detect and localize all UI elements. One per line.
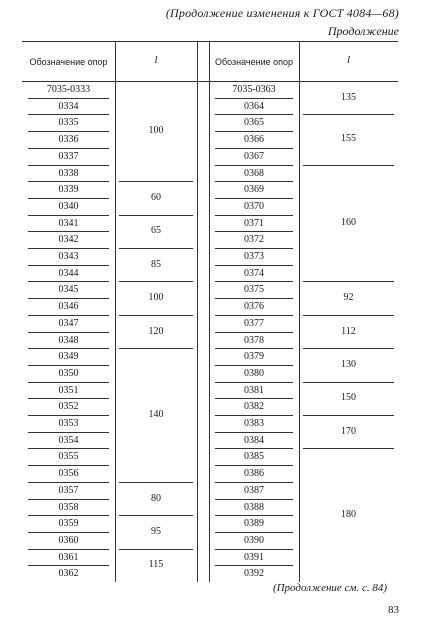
left-l-group-divider	[119, 515, 193, 516]
right-l-value: 160	[341, 216, 356, 228]
right-row-divider	[215, 432, 293, 433]
right-designation-cell: 0372	[244, 234, 264, 246]
left-l-value: 100	[148, 292, 164, 304]
right-l-group-divider	[303, 415, 394, 416]
left-designation-cell: 7035-0333	[46, 84, 91, 95]
right-row-divider	[215, 181, 293, 182]
left-row-divider	[28, 98, 109, 99]
left-row-divider	[28, 382, 109, 383]
left-row-divider	[28, 131, 109, 132]
right-row-divider	[215, 532, 293, 533]
left-designation-cell: 0343	[58, 251, 79, 262]
left-designation-cell: 0356	[58, 468, 79, 480]
right-row-divider	[215, 198, 293, 199]
right-row-divider	[215, 348, 293, 349]
left-designation-cell: 0337	[58, 150, 79, 162]
designation-table	[22, 41, 398, 582]
left-row-divider	[28, 114, 109, 115]
right-l-group-divider	[303, 348, 394, 349]
right-l-value: 155	[341, 133, 356, 145]
left-designation-cell: 0346	[58, 301, 79, 313]
page-number: 83	[388, 604, 399, 616]
table-top-border	[22, 41, 398, 42]
right-row-divider	[215, 549, 293, 550]
header-continuation-label: Продолжение	[327, 24, 399, 38]
left-row-divider	[28, 415, 109, 416]
right-designation-cell: 0378	[244, 334, 264, 346]
right-designation-cell: 0381	[244, 384, 264, 396]
left-l-group-divider	[119, 248, 193, 249]
right-designation-cell: 0389	[244, 518, 264, 530]
right-designation-cell: 0377	[244, 317, 264, 329]
right-row-divider	[215, 398, 293, 399]
left-l-header: l	[154, 54, 158, 66]
right-row-divider	[215, 482, 293, 483]
left-row-divider	[28, 231, 109, 232]
left-row-divider	[28, 215, 109, 216]
left-row-divider	[28, 198, 109, 199]
right-l-group-divider	[303, 382, 394, 383]
left-designation-cell: 0344	[58, 267, 79, 279]
left-row-divider	[28, 398, 109, 399]
left-row-divider	[28, 482, 109, 483]
left-l-value: 95	[151, 525, 161, 537]
right-designation-cell: 0367	[244, 150, 264, 162]
left-l-value: 65	[151, 225, 161, 237]
right-designation-cell: 0380	[244, 367, 264, 379]
left-designation-cell: 0355	[58, 451, 79, 463]
left-designation-cell: 0340	[58, 200, 79, 212]
right-row-divider	[215, 415, 293, 416]
right-designation-cell: 0379	[244, 351, 264, 363]
left-l-group-divider	[119, 348, 193, 349]
footer-continuation-note: (Продолжение см. с. 84)	[272, 582, 387, 594]
header-continuation-title: (Продолжение изменения к ГОСТ 4084—68)	[165, 6, 399, 20]
right-l-value: 112	[341, 325, 356, 337]
right-row-divider	[215, 332, 293, 333]
right-row-divider	[215, 465, 293, 466]
left-row-divider	[28, 499, 109, 500]
left-designation-cell: 0335	[58, 117, 79, 129]
left-designation-cell: 0361	[58, 551, 79, 563]
left-l-group-divider	[119, 281, 193, 282]
left-designation-cell: 0352	[58, 401, 79, 413]
left-designation-cell: 0354	[58, 434, 79, 446]
right-row-divider	[215, 365, 293, 366]
right-designation-cell: 0375	[244, 284, 264, 296]
left-row-divider	[28, 315, 109, 316]
right-designation-cell: 0384	[244, 434, 264, 446]
left-row-divider	[28, 265, 109, 266]
right-l-group-divider	[303, 281, 394, 282]
left-designation-header: Обозначение опор	[29, 57, 108, 67]
right-designation-cell: 0382	[244, 401, 264, 413]
right-row-divider	[215, 248, 293, 249]
right-l-header: l	[346, 54, 351, 66]
right-l-value: 150	[341, 392, 356, 404]
right-row-divider	[215, 148, 293, 149]
left-designation-cell: 0351	[58, 384, 79, 396]
right-l-group-divider	[303, 315, 394, 316]
right-designation-header: Обозначение опор	[214, 57, 294, 67]
right-designation-cell: 0374	[244, 267, 264, 279]
left-row-divider	[28, 181, 109, 182]
right-l-value: 92	[343, 292, 354, 304]
left-designation-cell: 0353	[58, 418, 79, 429]
left-designation-cell: 0347	[58, 317, 79, 329]
left-l-group-divider	[119, 181, 193, 182]
left-l-group-divider	[119, 482, 193, 483]
right-row-divider	[215, 382, 293, 383]
left-l-group-divider	[119, 215, 193, 216]
gap-divider-left	[197, 41, 198, 582]
left-row-divider	[28, 165, 109, 166]
right-row-divider	[215, 98, 293, 99]
left-row-divider	[28, 532, 109, 533]
left-row-divider	[28, 148, 109, 149]
left-l-value: 60	[151, 191, 161, 203]
right-designation-cell: 0373	[244, 251, 264, 262]
right-l-group-divider	[303, 448, 394, 449]
right-designation-cell: 0390	[244, 534, 264, 546]
left-designation-cell: 0334	[58, 100, 79, 112]
left-row-divider	[28, 298, 109, 299]
left-l-value: 140	[148, 409, 164, 420]
right-row-divider	[215, 298, 293, 299]
left-row-divider	[28, 365, 109, 366]
left-row-divider	[28, 248, 109, 249]
left-designation-cell: 0358	[58, 501, 79, 513]
right-designation-cell: 0366	[244, 134, 264, 146]
right-designation-cell: 0383	[244, 418, 264, 429]
left-designation-cell: 0345	[58, 284, 79, 296]
left-row-divider	[28, 281, 109, 282]
left-designation-cell: 0360	[58, 534, 79, 546]
left-row-divider	[28, 332, 109, 333]
left-l-value: 120	[148, 325, 164, 337]
left-designation-cell: 0359	[58, 518, 79, 530]
right-row-divider	[215, 114, 293, 115]
right-l-group-divider	[303, 114, 394, 115]
right-designation-cell: 0391	[244, 551, 264, 563]
left-l-value: 85	[151, 258, 161, 270]
right-row-divider	[215, 499, 293, 500]
left-designation-cell: 0349	[58, 351, 79, 363]
right-designation-cell: 0376	[244, 301, 264, 313]
left-col-divider	[115, 41, 116, 582]
right-row-divider	[215, 215, 293, 216]
right-l-value: 135	[341, 91, 356, 103]
left-l-value: 80	[151, 492, 161, 504]
right-designation-cell: 7035-0363	[232, 84, 276, 95]
right-row-divider	[215, 265, 293, 266]
left-designation-cell: 0341	[58, 217, 79, 229]
right-row-divider	[215, 448, 293, 449]
right-l-group-divider	[303, 165, 394, 166]
left-designation-cell: 0362	[58, 568, 79, 580]
right-designation-cell: 0385	[244, 451, 264, 463]
right-designation-cell: 0388	[244, 501, 264, 513]
left-designation-cell: 0339	[58, 184, 79, 196]
right-row-divider	[215, 231, 293, 232]
right-row-divider	[215, 131, 293, 132]
left-designation-cell: 0342	[58, 234, 79, 246]
right-l-value: 170	[341, 425, 356, 437]
left-designation-cell: 0357	[58, 484, 79, 496]
left-row-divider	[28, 465, 109, 466]
right-row-divider	[215, 315, 293, 316]
left-l-group-divider	[119, 549, 193, 550]
right-designation-cell: 0370	[244, 200, 264, 212]
right-row-divider	[215, 565, 293, 566]
right-designation-cell: 0371	[244, 217, 264, 229]
right-designation-cell: 0386	[244, 468, 264, 480]
left-row-divider	[28, 448, 109, 449]
right-l-value: 180	[341, 509, 356, 521]
right-col-divider	[299, 41, 300, 582]
left-row-divider	[28, 549, 109, 550]
right-l-value: 130	[341, 358, 356, 370]
right-designation-cell: 0368	[244, 167, 264, 179]
left-designation-cell: 0348	[58, 334, 79, 346]
left-row-divider	[28, 515, 109, 516]
left-designation-cell: 0338	[58, 167, 79, 179]
right-designation-cell: 0365	[244, 117, 264, 129]
left-row-divider	[28, 432, 109, 433]
left-designation-cell: 0336	[58, 134, 79, 146]
left-designation-cell: 0350	[58, 367, 79, 379]
right-row-divider	[215, 281, 293, 282]
right-designation-cell: 0364	[244, 100, 264, 112]
right-row-divider	[215, 165, 293, 166]
header-bottom-border	[22, 81, 398, 82]
right-designation-cell: 0387	[244, 484, 264, 496]
left-l-value: 100	[148, 125, 164, 137]
left-row-divider	[28, 348, 109, 349]
right-designation-cell: 0369	[244, 184, 264, 196]
left-row-divider	[28, 565, 109, 566]
left-l-group-divider	[119, 315, 193, 316]
right-row-divider	[215, 515, 293, 516]
left-l-value: 115	[148, 559, 164, 571]
right-designation-cell: 0392	[244, 568, 264, 580]
